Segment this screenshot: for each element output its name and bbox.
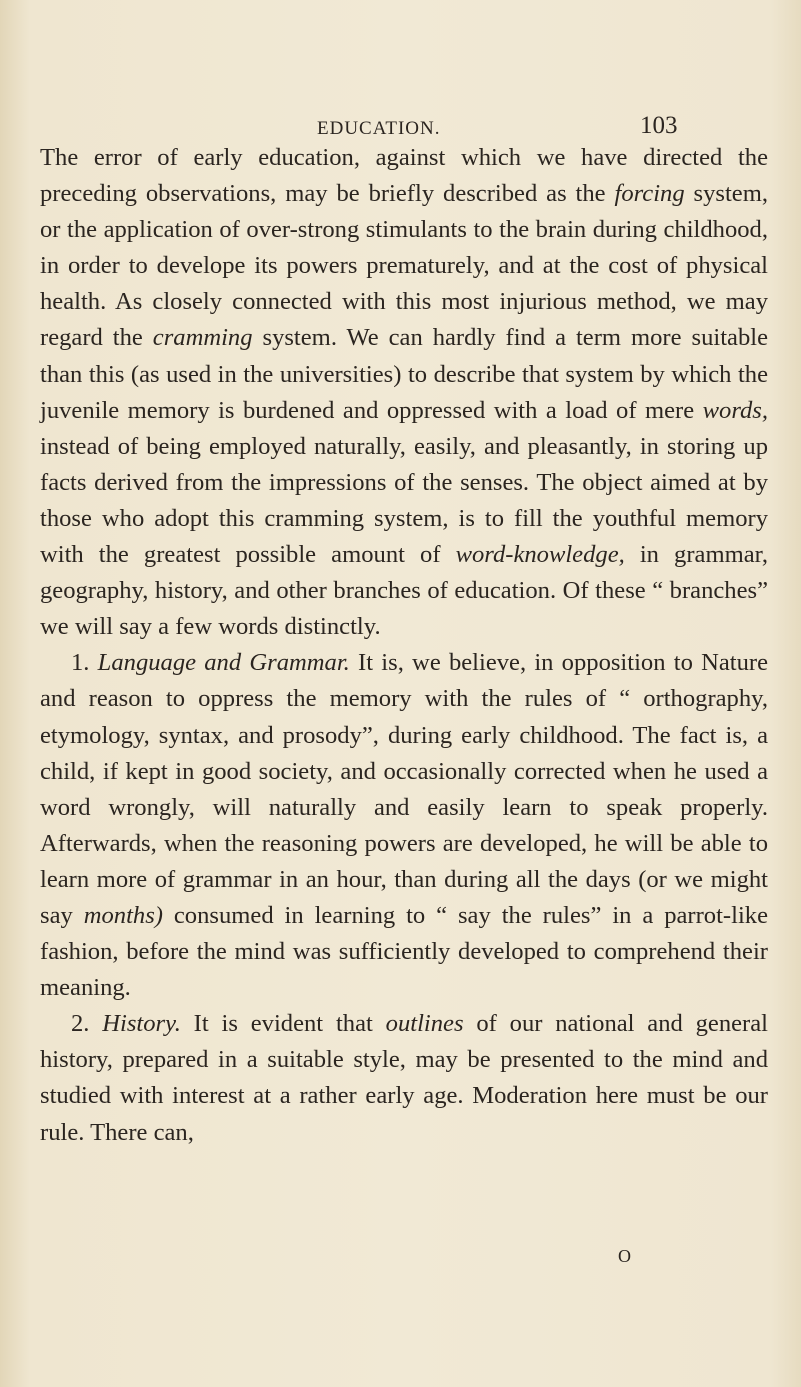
text-run: 1. (71, 649, 98, 677)
italic-text-run: months) (83, 901, 163, 929)
text-run: in grammar, geography, history, and other branches of education. Of these “ branches” we will say a few words distinctly. (40, 541, 768, 641)
text-run: system, or the application of over-strong stimulants to the brain during childhood, in order to develope its powers prematurely, and at the cost of physical health. As closely connected with this most injurious method, we may regard the (40, 180, 768, 352)
text-run: consumed in learning to “ say the rules” in a parrot-like fashion, before the mind was sufficiently developed to comprehend their meaning. (40, 901, 768, 1002)
text-run: It is evident that (180, 1010, 386, 1038)
italic-text-run: forcing (614, 180, 685, 208)
italic-text-run: Language and Grammar. (97, 649, 350, 677)
page-number: 103 (640, 112, 678, 139)
paragraph-intro (40, 140, 768, 645)
paragraph-history (40, 1006, 768, 1150)
text-run: of our national and general history, prepared in a suitable style, may be presented to the mind and studied with interest at a rather early age. Moderation here must be our rule. There can, (40, 1010, 768, 1146)
italic-text-run: History. (102, 1010, 181, 1038)
signature-mark: O (618, 1246, 631, 1266)
text-run: 2. (71, 1010, 103, 1038)
italic-text-run: word-knowledge, (455, 541, 625, 569)
running-head: EDUCATION. (317, 118, 441, 139)
italic-text-run: outlines (385, 1010, 464, 1038)
text-run: The error of early education, against which we have directed the preceding observations, may be briefly described as the (40, 144, 768, 208)
italic-text-run: cramming (152, 324, 253, 352)
text-run: instead of being employed naturally, easily, and pleasantly, in storing up facts derived from the impressions of the senses. The object aimed at by those who adopt this cramming system, is to fill the youthful memory with the greatest possible amount of (40, 432, 768, 569)
body-text (40, 140, 768, 1151)
italic-text-run: words, (702, 396, 768, 424)
paragraph-language-and-grammar (40, 645, 768, 1006)
text-run: system. We can hardly find a term more suitable than this (as used in the universities) to describe that system by which the juvenile memory is burdened and oppressed with a load of mere (40, 324, 768, 424)
text-run: It is, we believe, in opposition to Nature and reason to oppress the memory with the rules of “ orthography, etymology, syntax, and prosody”, during early childhood. The fact is, a child, if kept in good society, and occasionally corrected when he used a word wrongly, will naturally and easily learn to speak properly. Afterwards, when the reasoning powers are developed, he will be able to learn more of grammar in an hour, than during all the days (or we might say (40, 649, 769, 929)
